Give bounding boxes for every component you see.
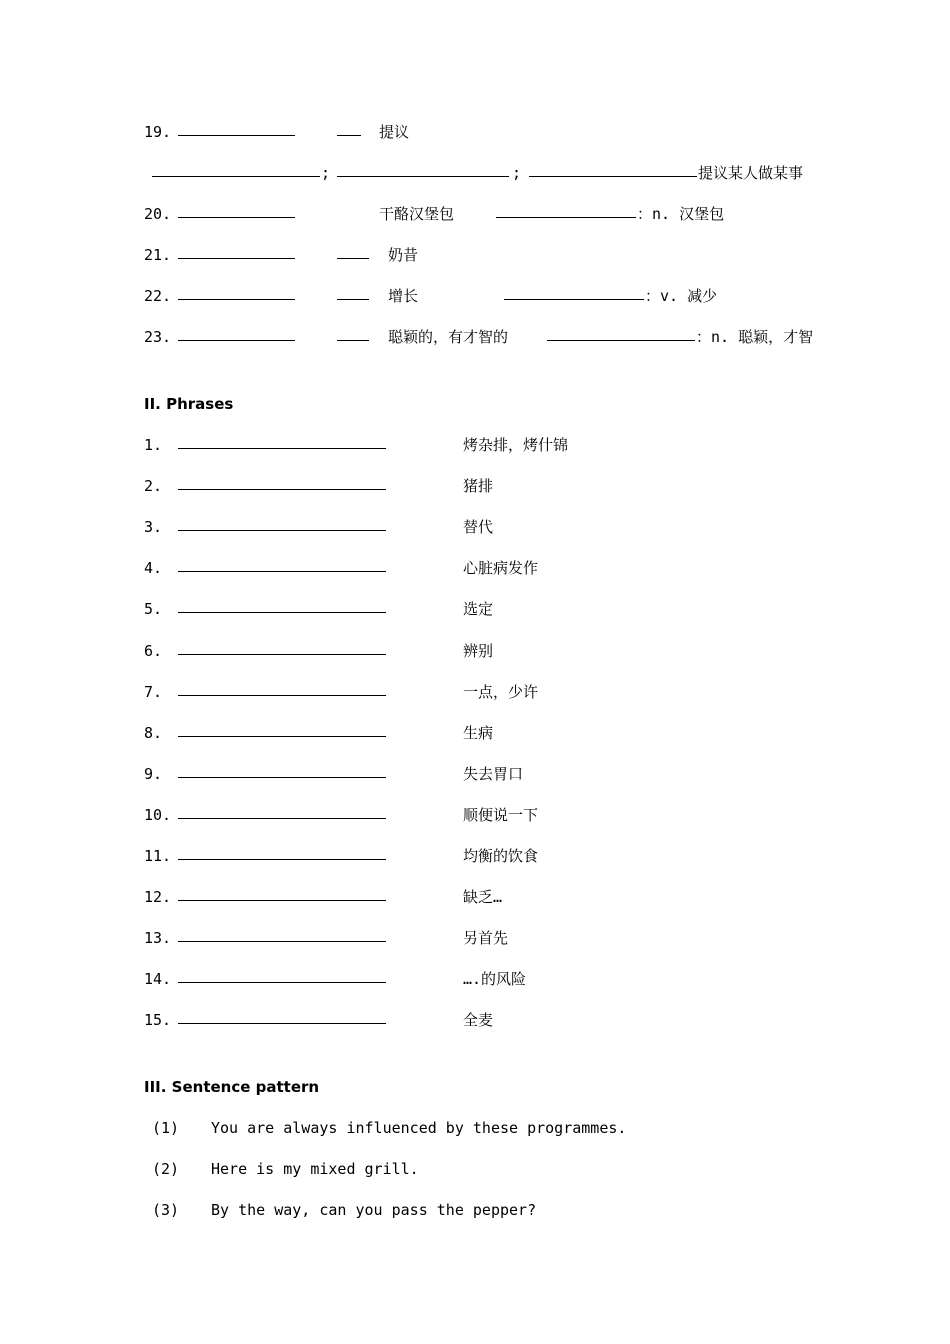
phrase-item bbox=[0, 474, 950, 498]
answer-blank-short[interactable] bbox=[337, 258, 369, 259]
item-meaning: 提议 bbox=[379, 123, 410, 141]
answer-blank-short[interactable] bbox=[337, 299, 369, 300]
item-number: 11. bbox=[144, 847, 172, 865]
item-number: 7. bbox=[144, 682, 163, 701]
answer-blank[interactable] bbox=[337, 176, 509, 177]
answer-blank[interactable] bbox=[178, 859, 386, 860]
phrase-item bbox=[0, 639, 950, 663]
answer-blank[interactable] bbox=[178, 941, 386, 942]
sentence-number: (3) bbox=[152, 1201, 180, 1219]
answer-blank[interactable] bbox=[178, 654, 386, 655]
answer-blank[interactable] bbox=[178, 340, 295, 341]
separator: ; bbox=[321, 164, 331, 182]
item-number: 19. bbox=[144, 123, 172, 141]
phrase-item bbox=[0, 433, 950, 457]
item-meaning: 心脏病发作 bbox=[463, 559, 539, 578]
item-meaning: 另首先 bbox=[463, 929, 509, 948]
answer-blank[interactable] bbox=[178, 448, 386, 449]
vocab-item-22 bbox=[0, 284, 950, 308]
phrases-heading: II. Phrases bbox=[144, 395, 234, 413]
sentence-item bbox=[0, 1157, 950, 1181]
item-number: 23. bbox=[144, 328, 172, 346]
item-meaning: 替代 bbox=[463, 518, 494, 537]
answer-blank[interactable] bbox=[178, 736, 386, 737]
sentence-text: Here is my mixed grill. bbox=[211, 1160, 419, 1178]
answer-blank[interactable] bbox=[178, 777, 386, 778]
item-meaning: 缺乏… bbox=[463, 888, 503, 907]
phrase-item bbox=[0, 721, 950, 745]
item-number: 8. bbox=[144, 723, 163, 742]
item-meaning: 烤杂排，烤什锦 bbox=[463, 436, 569, 454]
answer-blank[interactable] bbox=[529, 176, 697, 177]
vocab-item-23 bbox=[0, 325, 950, 349]
answer-blank-short[interactable] bbox=[337, 340, 369, 341]
item-meaning: 全麦 bbox=[463, 1011, 494, 1030]
answer-blank[interactable] bbox=[178, 530, 386, 531]
related-meaning: ：n. 汉堡包 bbox=[637, 205, 725, 223]
item-number: 5. bbox=[144, 600, 163, 619]
item-number: 12. bbox=[144, 888, 172, 907]
item-meaning: 增长 bbox=[388, 287, 419, 305]
separator: ; bbox=[512, 164, 522, 182]
answer-blank[interactable] bbox=[178, 900, 386, 901]
answer-blank[interactable] bbox=[504, 299, 644, 300]
answer-blank[interactable] bbox=[178, 1023, 386, 1024]
answer-blank[interactable] bbox=[178, 299, 295, 300]
answer-blank[interactable] bbox=[178, 571, 386, 572]
answer-blank[interactable] bbox=[178, 489, 386, 490]
answer-blank[interactable] bbox=[152, 176, 320, 177]
item-meaning: 辨别 bbox=[463, 641, 494, 660]
item-meaning: 选定 bbox=[463, 600, 494, 619]
item-meaning: 失去胃口 bbox=[463, 764, 524, 783]
phrase-item bbox=[0, 803, 950, 827]
answer-blank-short[interactable] bbox=[337, 135, 361, 136]
item-number: 3. bbox=[144, 518, 163, 537]
phrase-item bbox=[0, 680, 950, 704]
phrase-item bbox=[0, 515, 950, 539]
item-meaning: 奶昔 bbox=[388, 246, 419, 264]
phrase-item bbox=[0, 1008, 950, 1032]
answer-blank[interactable] bbox=[547, 340, 695, 341]
item-number: 4. bbox=[144, 559, 163, 578]
answer-blank[interactable] bbox=[496, 217, 636, 218]
phrase-item bbox=[0, 885, 950, 909]
related-meaning: ：v. 减少 bbox=[645, 287, 718, 305]
phrase-item bbox=[0, 762, 950, 786]
phrase-item bbox=[0, 844, 950, 868]
phrase-item bbox=[0, 556, 950, 580]
answer-blank[interactable] bbox=[178, 818, 386, 819]
item-number: 15. bbox=[144, 1011, 172, 1030]
answer-blank[interactable] bbox=[178, 982, 386, 983]
item-number: 1. bbox=[144, 436, 163, 454]
phrase-item bbox=[0, 967, 950, 991]
vocab-item-19 bbox=[0, 120, 950, 144]
item-number: 13. bbox=[144, 929, 172, 948]
item-meaning: 一点，少许 bbox=[463, 682, 539, 701]
sentence-text: By the way, can you pass the pepper? bbox=[211, 1201, 537, 1219]
item-number: 20. bbox=[144, 205, 172, 223]
item-number: 6. bbox=[144, 641, 163, 660]
item-meaning: 生病 bbox=[463, 723, 494, 742]
item-meaning: 提议某人做某事 bbox=[698, 164, 804, 182]
item-meaning: 均衡的饮食 bbox=[463, 847, 539, 865]
sentence-number: (1) bbox=[152, 1119, 180, 1137]
item-meaning: 干酪汉堡包 bbox=[379, 205, 455, 223]
related-meaning: ：n. 聪颖，才智 bbox=[696, 328, 814, 346]
item-number: 14. bbox=[144, 970, 172, 989]
phrase-item bbox=[0, 597, 950, 621]
sentence-item bbox=[0, 1198, 950, 1222]
item-number: 21. bbox=[144, 246, 172, 264]
vocab-suggest-line bbox=[0, 161, 950, 185]
sentence-item bbox=[0, 1116, 950, 1140]
sentence-number: (2) bbox=[152, 1160, 180, 1178]
answer-blank[interactable] bbox=[178, 135, 295, 136]
item-number: 2. bbox=[144, 477, 163, 496]
answer-blank[interactable] bbox=[178, 258, 295, 259]
sentence-heading: III. Sentence pattern bbox=[144, 1078, 320, 1096]
vocab-item-21 bbox=[0, 243, 950, 267]
sentence-text: You are always influenced by these programmes. bbox=[211, 1119, 627, 1137]
answer-blank[interactable] bbox=[178, 612, 386, 613]
item-number: 22. bbox=[144, 287, 172, 305]
item-number: 10. bbox=[144, 805, 172, 824]
phrase-item bbox=[0, 926, 950, 950]
answer-blank[interactable] bbox=[178, 695, 386, 696]
item-meaning: 猪排 bbox=[463, 477, 494, 496]
item-meaning: ….的风险 bbox=[463, 970, 527, 989]
item-number: 9. bbox=[144, 764, 163, 783]
item-meaning: 聪颖的，有才智的 bbox=[388, 328, 509, 346]
vocab-item-20 bbox=[0, 202, 950, 226]
item-meaning: 顺便说一下 bbox=[463, 805, 539, 824]
answer-blank[interactable] bbox=[178, 217, 295, 218]
